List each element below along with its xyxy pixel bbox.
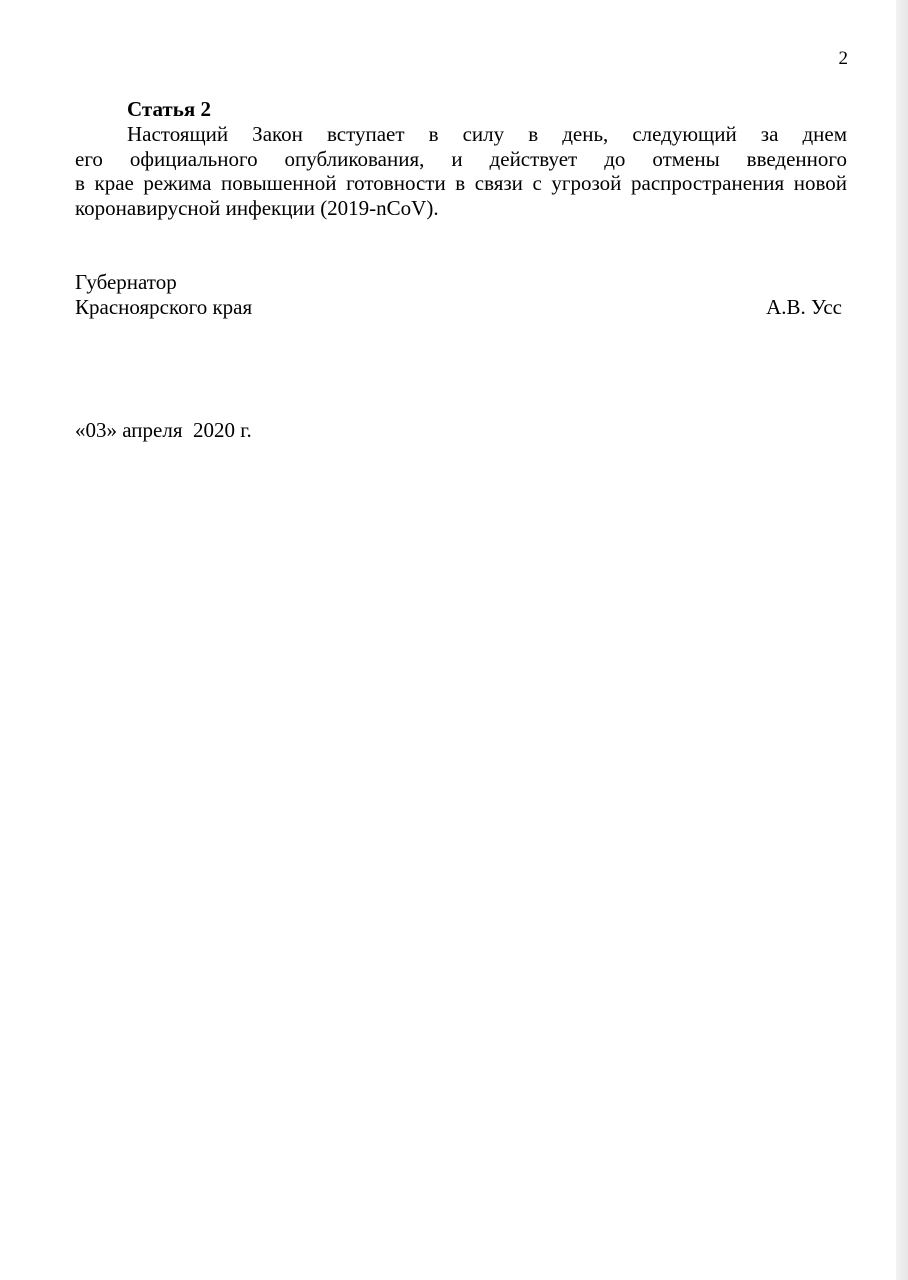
signatory-region: Красноярского края — [75, 295, 253, 319]
signature-title-row-2 — [75, 295, 847, 320]
signature-title-row-1 — [75, 270, 847, 295]
article-heading: Статья 2 — [127, 97, 211, 121]
document-date: «03» апреля 2020 г. — [75, 418, 252, 442]
article-body — [75, 122, 847, 220]
signatory-position: Губернатор — [75, 270, 177, 294]
article-line-3: в крае режима повышенной готовности в связи с угрозой распространения новой — [75, 171, 847, 195]
page-edge-shadow — [896, 0, 908, 1280]
article-line-2: его официального опубликования, и действует до отмены введенного — [75, 146, 847, 171]
article-line-1: Настоящий Закон вступает в силу в день, следующий за днем — [127, 122, 847, 146]
article-line-4: коронавирусной инфекции (2019-nCoV). — [75, 195, 439, 220]
signatory-name: А.В. Усс — [766, 295, 842, 319]
page-number: 2 — [838, 48, 848, 69]
signature-block — [75, 270, 847, 320]
